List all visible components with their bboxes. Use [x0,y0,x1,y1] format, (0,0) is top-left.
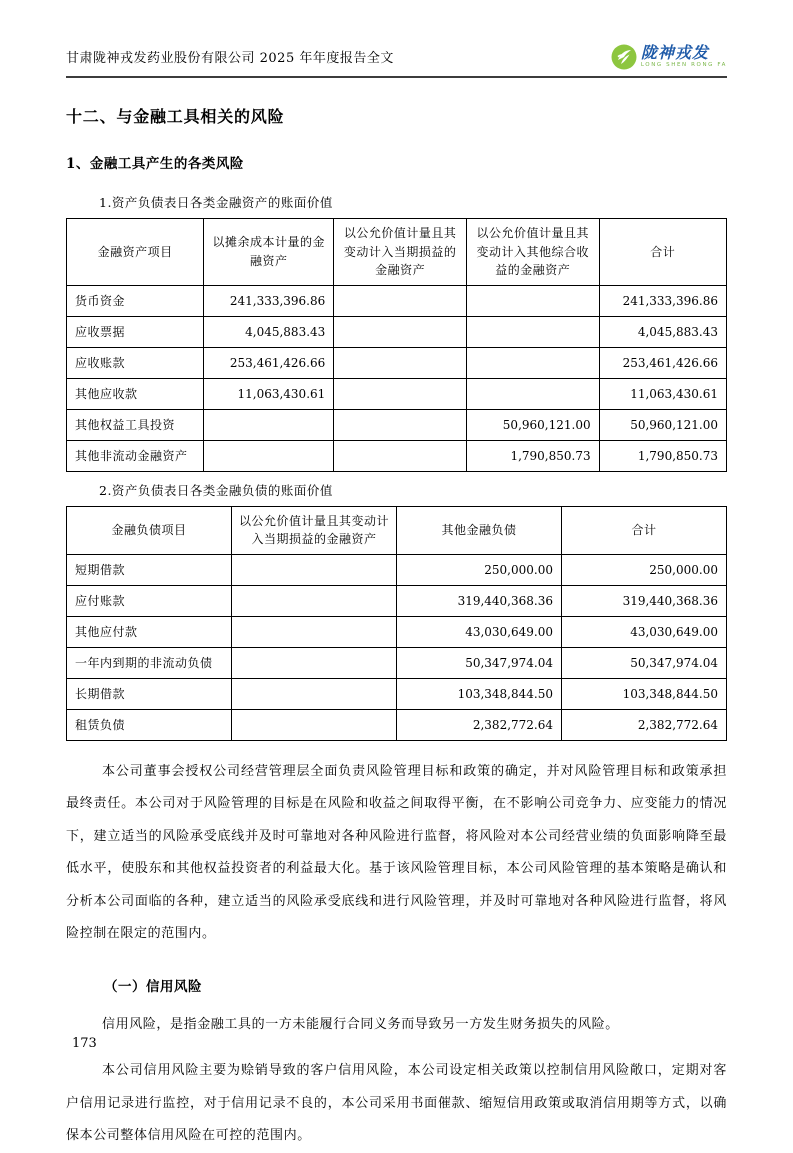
amount-cell [232,554,397,585]
logo-cn-text: 陇神戎发 [640,43,709,63]
amount-cell: 319,440,368.36 [397,585,562,616]
asset-item: 其他非流动金融资产 [67,440,204,471]
amount-cell: 11,063,430.61 [204,378,334,409]
section-title: 十二、与金融工具相关的风险 [66,107,285,126]
amount-cell: 50,347,974.04 [562,647,727,678]
column-header: 合计 [599,219,726,286]
credit-risk-definition: 信用风险，是指金融工具的一方未能履行合同义务而导致另一方发生财务损失的风险。 [102,1016,619,1032]
amount-cell: 2,382,772.64 [397,709,562,740]
table-row [67,347,727,378]
amount-cell: 241,333,396.86 [599,285,726,316]
table-row [67,316,727,347]
amount-cell [334,440,467,471]
amount-cell: 250,000.00 [397,554,562,585]
table-row [67,678,727,709]
amount-cell: 103,348,844.50 [397,678,562,709]
column-header: 合计 [562,506,727,554]
asset-item: 应收票据 [67,316,204,347]
amount-cell [204,440,334,471]
amount-cell [232,678,397,709]
risk-management-paragraph: 本公司董事会授权公司经营管理层全面负责风险管理目标和政策的确定，并对风险管理目标和政策承担最终责任。本公司对于风险管理的目标是在风险和收益之间取得平衡，在不影响公司竞争力、应变能力的情况下，建立适当的风险承受底线并及时可靠地对各种风险进行监督，将风险对本公司经营业绩的负面影响降至最低水平，使股东和其他权益投资者的利益最大化。基于该风险管理目标，本公司风险管理的基本策略是确认和分析本公司面临的各种，建立适当的风险承受底线和进行风险管理，并及时可靠地对各种风险进行监督，将风险控制在限定的范围内。 [66,763,727,942]
logo-text-block [641,45,727,69]
amount-cell [334,285,467,316]
subsection-title: 1、金融工具产生的各类风险 [66,156,244,172]
table-header-row [67,506,727,554]
table-row [67,378,727,409]
table-row [67,409,727,440]
amount-cell [466,316,599,347]
amount-cell [204,409,334,440]
asset-item: 其他应收款 [67,378,204,409]
amount-cell: 11,063,430.61 [599,378,726,409]
logo-icon [611,44,637,70]
financial-liabilities-table [66,506,727,741]
amount-cell: 250,000.00 [562,554,727,585]
amount-cell: 253,461,426.66 [599,347,726,378]
amount-cell: 253,461,426.66 [204,347,334,378]
table2-caption: 2.资产负债表日各类金融负债的账面价值 [99,482,333,498]
amount-cell [334,316,467,347]
credit-risk-policy: 本公司信用风险主要为赊销导致的客户信用风险，本公司设定相关政策以控制信用风险敞口，定期对客户信用记录进行监控，对于信用记录不良的，本公司采用书面催款、缩短信用政策或取消信用期等方式，以确保本公司整体信用风险在可控的范围内。 [66,1063,727,1144]
report-header-title: 甘肃陇神戎发药业股份有限公司 2025 年年度报告全文 [66,51,394,66]
amount-cell: 43,030,649.00 [562,616,727,647]
amount-cell [334,409,467,440]
amount-cell: 319,440,368.36 [562,585,727,616]
amount-cell: 50,960,121.00 [466,409,599,440]
table-row [67,585,727,616]
amount-cell: 1,790,850.73 [466,440,599,471]
column-header: 金融负债项目 [67,506,232,554]
liability-item: 一年内到期的非流动负债 [67,647,232,678]
amount-cell [466,285,599,316]
table-row [67,616,727,647]
credit-risk-heading: （一）信用风险 [104,978,202,995]
amount-cell [334,378,467,409]
column-header: 金融资产项目 [67,219,204,286]
table-header-row [67,219,727,286]
amount-cell: 4,045,883.43 [204,316,334,347]
amount-cell: 50,347,974.04 [397,647,562,678]
column-header: 以公允价值计量且其变动计入其他综合收益的金融资产 [466,219,599,286]
table1-caption: 1.资产负债表日各类金融资产的账面价值 [99,195,333,210]
liability-item: 租赁负债 [67,709,232,740]
amount-cell [232,585,397,616]
amount-cell [232,616,397,647]
column-header: 以公允价值计量且其变动计入当期损益的金融资产 [334,219,467,286]
column-header: 其他金融负债 [397,506,562,554]
amount-cell [232,647,397,678]
amount-cell [466,347,599,378]
liability-item: 短期借款 [67,554,232,585]
amount-cell [232,709,397,740]
amount-cell: 241,333,396.86 [204,285,334,316]
amount-cell: 50,960,121.00 [599,409,726,440]
column-header: 以摊余成本计量的金融资产 [204,219,334,286]
financial-assets-table [66,218,727,472]
page-number: 173 [72,1036,97,1051]
column-header: 以公允价值计量且其变动计入当期损益的金融资产 [232,506,397,554]
table-row [67,285,727,316]
amount-cell: 43,030,649.00 [397,616,562,647]
asset-item: 货币资金 [67,285,204,316]
amount-cell [334,347,467,378]
table-row [67,647,727,678]
asset-item: 应收账款 [67,347,204,378]
liability-item: 长期借款 [67,678,232,709]
liability-item: 其他应付款 [67,616,232,647]
amount-cell: 2,382,772.64 [562,709,727,740]
amount-cell: 103,348,844.50 [562,678,727,709]
table-row [67,554,727,585]
asset-item: 其他权益工具投资 [67,409,204,440]
liability-item: 应付账款 [67,585,232,616]
amount-cell: 1,790,850.73 [599,440,726,471]
table-row [67,440,727,471]
amount-cell [466,378,599,409]
company-logo [611,44,727,70]
logo-en-text: LONG SHEN RONG FA [640,62,727,69]
page-header [66,0,727,78]
table-row [67,709,727,740]
amount-cell: 4,045,883.43 [599,316,726,347]
